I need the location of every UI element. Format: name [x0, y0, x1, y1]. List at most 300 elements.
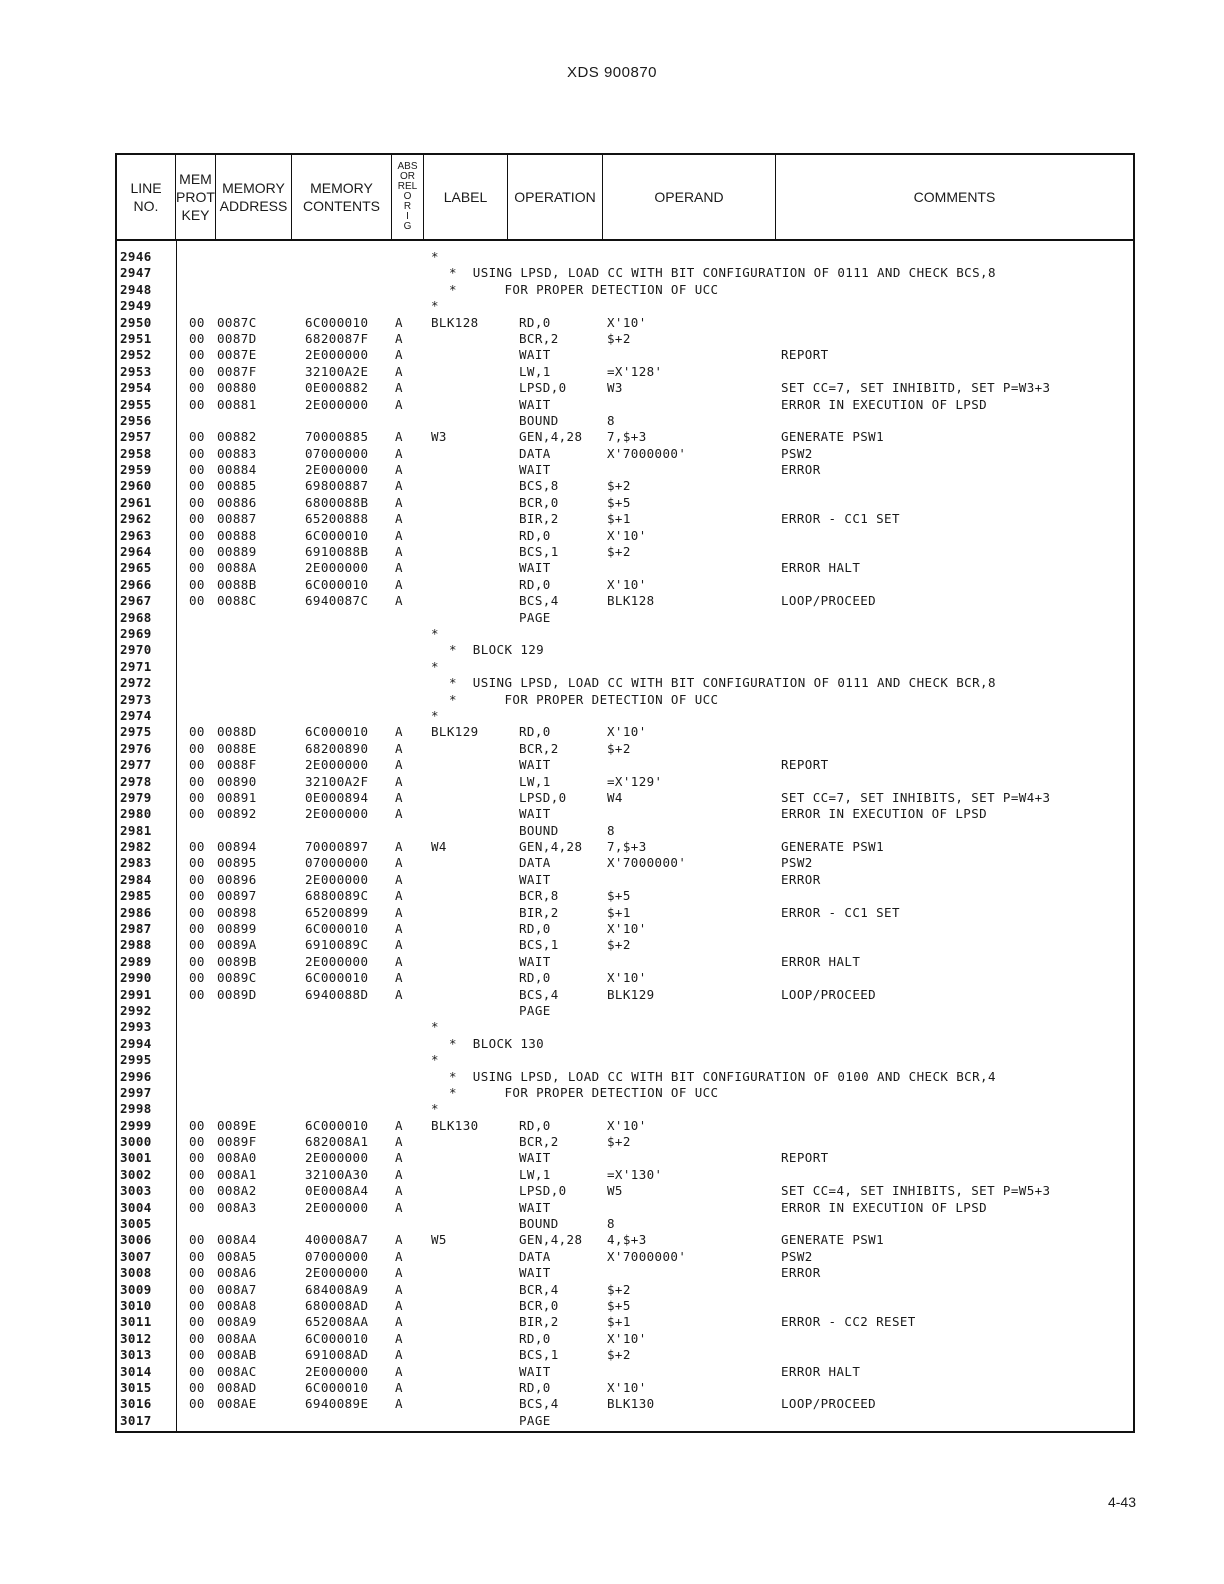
line-number: 3000: [120, 1134, 152, 1150]
operation: BIR,2: [519, 904, 559, 920]
listing-row: [117, 1314, 1133, 1330]
mem-prot-key: 00: [189, 330, 205, 346]
abs-rel-flag: A: [395, 396, 403, 412]
listing-row: [117, 1232, 1133, 1248]
abs-rel-flag: A: [395, 527, 403, 543]
abs-rel-flag: A: [395, 1314, 403, 1330]
mem-prot-key: 00: [189, 937, 205, 953]
memory-address: 008A1: [217, 1166, 257, 1182]
abs-rel-flag: A: [395, 544, 403, 560]
abs-rel-flag: A: [395, 1363, 403, 1379]
memory-contents: 2E000000: [305, 396, 369, 412]
memory-contents: 6C000010: [305, 576, 369, 592]
operation: WAIT: [519, 953, 551, 969]
mem-prot-key: 00: [189, 1134, 205, 1150]
comment-line: * FOR PROPER DETECTION OF UCC: [449, 691, 719, 707]
comment: SET CC=4, SET INHIBITS, SET P=W5+3: [781, 1183, 1051, 1199]
mem-prot-key: 00: [189, 1281, 205, 1297]
mem-prot-key: 00: [189, 986, 205, 1002]
memory-contents: 2E000000: [305, 1265, 369, 1281]
abs-rel-flag: A: [395, 1134, 403, 1150]
listing-row: [117, 987, 1133, 1003]
listing-row: [117, 1200, 1133, 1216]
line-number: 2949: [120, 298, 152, 314]
comment: ERROR HALT: [781, 560, 861, 576]
col-header-abs-rel-orig: ABS OR REL O R I G: [392, 155, 424, 239]
line-number: 2956: [120, 412, 152, 428]
abs-rel-flag: A: [395, 839, 403, 855]
comment-marker: *: [431, 625, 439, 641]
comment: REPORT: [781, 347, 829, 363]
memory-address: 0087E: [217, 347, 257, 363]
col-header-memory-address: MEMORY ADDRESS: [216, 155, 292, 239]
operand: X'10': [607, 921, 647, 937]
listing-row: [117, 315, 1133, 331]
line-number: 2946: [120, 249, 152, 264]
listing-row: [117, 446, 1133, 462]
line-number: 3017: [120, 1412, 152, 1428]
mem-prot-key: 00: [189, 380, 205, 396]
abs-rel-flag: A: [395, 1281, 403, 1297]
listing-row: [117, 1101, 1133, 1117]
comment-line: * USING LPSD, LOAD CC WITH BIT CONFIGURATION OF 0111 AND CHECK BCR,8: [449, 675, 996, 691]
abs-rel-flag: A: [395, 1248, 403, 1264]
operation: BCR,2: [519, 330, 559, 346]
comment: PSW2: [781, 855, 813, 871]
memory-address: 008A5: [217, 1248, 257, 1264]
operation: WAIT: [519, 1150, 551, 1166]
line-number: 2988: [120, 937, 152, 953]
operation: BCS,4: [519, 986, 559, 1002]
listing-row: [117, 577, 1133, 593]
memory-address: 00894: [217, 839, 257, 855]
memory-address: 008AE: [217, 1396, 257, 1412]
mem-prot-key: 00: [189, 1248, 205, 1264]
listing-row: [117, 1347, 1133, 1363]
operation: RD,0: [519, 314, 551, 330]
operation: LPSD,0: [519, 789, 567, 805]
col-header-line-no: LINE NO.: [117, 155, 176, 239]
col-header-mem-prot-key: MEM PROT KEY: [176, 155, 216, 239]
abs-rel-flag: A: [395, 1396, 403, 1412]
operand: $+2: [607, 937, 631, 953]
abs-rel-flag: A: [395, 462, 403, 478]
comment-line: * BLOCK 129: [449, 642, 545, 658]
abs-rel-flag: A: [395, 740, 403, 756]
col-header-operand: OPERAND: [603, 155, 776, 239]
operand: =X'129': [607, 773, 663, 789]
memory-address: 00890: [217, 773, 257, 789]
memory-address: 0089E: [217, 1117, 257, 1133]
mem-prot-key: 00: [189, 1166, 205, 1182]
listing-row: [117, 741, 1133, 757]
operation: DATA: [519, 445, 551, 461]
memory-address: 00884: [217, 462, 257, 478]
memory-contents: 6940088D: [305, 986, 369, 1002]
comment: GENERATE PSW1: [781, 1232, 885, 1248]
abs-rel-flag: A: [395, 986, 403, 1002]
comment: GENERATE PSW1: [781, 429, 885, 445]
memory-address: 008A6: [217, 1265, 257, 1281]
mem-prot-key: 00: [189, 1396, 205, 1412]
abs-rel-flag: A: [395, 1183, 403, 1199]
listing-row: [117, 855, 1133, 871]
memory-address: 00896: [217, 871, 257, 887]
operation: RD,0: [519, 1379, 551, 1395]
mem-prot-key: 00: [189, 1183, 205, 1199]
mem-prot-key: 00: [189, 789, 205, 805]
abs-rel-flag: A: [395, 789, 403, 805]
abs-rel-flag: A: [395, 1298, 403, 1313]
listing-row: [117, 790, 1133, 806]
comment: ERROR IN EXECUTION OF LPSD: [781, 806, 988, 822]
abs-rel-flag: A: [395, 953, 403, 969]
listing-row: [117, 888, 1133, 904]
operation: WAIT: [519, 560, 551, 576]
operand: $+5: [607, 494, 631, 510]
memory-address: 0088F: [217, 757, 257, 773]
memory-address: 00888: [217, 527, 257, 543]
memory-address: 0089B: [217, 953, 257, 969]
memory-address: 00881: [217, 396, 257, 412]
abs-rel-flag: A: [395, 888, 403, 904]
listing-row: [117, 593, 1133, 609]
mem-prot-key: 00: [189, 593, 205, 609]
line-number: 3012: [120, 1330, 152, 1346]
comment-marker: *: [431, 1101, 439, 1117]
memory-address: 00882: [217, 429, 257, 445]
operand: 4,$+3: [607, 1232, 647, 1248]
memory-address: 0089F: [217, 1134, 257, 1150]
listing-rows: [117, 249, 1133, 1429]
comment-marker: *: [431, 298, 439, 314]
mem-prot-key: 00: [189, 724, 205, 740]
memory-contents: 65200888: [305, 511, 369, 527]
memory-contents: 6820087F: [305, 330, 369, 346]
line-number: 2963: [120, 527, 152, 543]
memory-contents: 68200890: [305, 740, 369, 756]
operation: RD,0: [519, 1330, 551, 1346]
listing-row: [117, 1298, 1133, 1314]
memory-address: 008A3: [217, 1199, 257, 1215]
comment: ERROR: [781, 1265, 821, 1281]
mem-prot-key: 00: [189, 953, 205, 969]
mem-prot-key: 00: [189, 511, 205, 527]
memory-address: 00898: [217, 904, 257, 920]
abs-rel-flag: A: [395, 429, 403, 445]
abs-rel-flag: A: [395, 757, 403, 773]
listing-row: [117, 347, 1133, 363]
comment: SET CC=7, SET INHIBITS, SET P=W4+3: [781, 789, 1051, 805]
abs-rel-flag: A: [395, 1199, 403, 1215]
operation: BCR,0: [519, 494, 559, 510]
abs-rel-flag: A: [395, 445, 403, 461]
line-number: 3009: [120, 1281, 152, 1297]
listing-row: [117, 1019, 1133, 1035]
operation: BOUND: [519, 412, 559, 428]
mem-prot-key: 00: [189, 740, 205, 756]
line-number: 2977: [120, 757, 152, 773]
listing-row: [117, 1413, 1133, 1429]
listing-row: [117, 708, 1133, 724]
listing-row: [117, 544, 1133, 560]
label: BLK130: [431, 1117, 479, 1133]
operation: BCR,0: [519, 1298, 559, 1313]
mem-prot-key: 00: [189, 904, 205, 920]
listing-row: [117, 1118, 1133, 1134]
abs-rel-flag: A: [395, 593, 403, 609]
listing-row: [117, 1364, 1133, 1380]
line-number: 3003: [120, 1183, 152, 1199]
operand: $+2: [607, 1134, 631, 1150]
abs-rel-flag: A: [395, 511, 403, 527]
memory-address: 0087C: [217, 314, 257, 330]
comment: ERROR - CC2 RESET: [781, 1314, 916, 1330]
line-number: 2999: [120, 1117, 152, 1133]
operand: 8: [607, 822, 615, 838]
operation: LW,1: [519, 773, 551, 789]
line-number: 2985: [120, 888, 152, 904]
line-number: 2986: [120, 904, 152, 920]
line-number: 3010: [120, 1298, 152, 1313]
col-header-label: LABEL: [424, 155, 508, 239]
operation: WAIT: [519, 347, 551, 363]
operand: BLK129: [607, 986, 655, 1002]
line-number: 2979: [120, 789, 152, 805]
line-number: 3002: [120, 1166, 152, 1182]
operand: X'10': [607, 970, 647, 986]
operation: BCS,1: [519, 544, 559, 560]
mem-prot-key: 00: [189, 363, 205, 379]
operand: X'10': [607, 1117, 647, 1133]
line-number: 2976: [120, 740, 152, 756]
line-number: 2957: [120, 429, 152, 445]
listing-row: [117, 872, 1133, 888]
memory-contents: 6910089C: [305, 937, 369, 953]
col-header-operation: OPERATION: [508, 155, 603, 239]
operand: BLK130: [607, 1396, 655, 1412]
listing-row: [117, 757, 1133, 773]
comment: REPORT: [781, 757, 829, 773]
listing-row: [117, 265, 1133, 281]
operand: X'10': [607, 1330, 647, 1346]
memory-address: 008AA: [217, 1330, 257, 1346]
operand: 8: [607, 1216, 615, 1232]
line-number: 3001: [120, 1150, 152, 1166]
listing-row: [117, 397, 1133, 413]
operation: BCR,4: [519, 1281, 559, 1297]
line-number: 3015: [120, 1379, 152, 1395]
comment-line: * USING LPSD, LOAD CC WITH BIT CONFIGURATION OF 0111 AND CHECK BCS,8: [449, 265, 996, 281]
col-header-comments: COMMENTS: [913, 189, 996, 205]
listing-row: [117, 282, 1133, 298]
memory-address: 008AC: [217, 1363, 257, 1379]
operand: X'7000000': [607, 445, 687, 461]
operand: X'10': [607, 527, 647, 543]
memory-contents: 69800887: [305, 478, 369, 494]
operation: DATA: [519, 855, 551, 871]
memory-address: 008A8: [217, 1298, 257, 1313]
abs-rel-flag: A: [395, 1117, 403, 1133]
mem-prot-key: 00: [189, 527, 205, 543]
operation: GEN,4,28: [519, 839, 583, 855]
line-number: 3008: [120, 1265, 152, 1281]
operation: WAIT: [519, 806, 551, 822]
line-number: 2967: [120, 593, 152, 609]
column-header-row: [117, 155, 1133, 241]
page-number: 4-43: [1107, 1494, 1136, 1510]
abs-rel-flag: A: [395, 363, 403, 379]
line-number: 2984: [120, 871, 152, 887]
operand: 7,$+3: [607, 839, 647, 855]
mem-prot-key: 00: [189, 1117, 205, 1133]
operand: $+5: [607, 1298, 631, 1313]
operation: BCS,4: [519, 1396, 559, 1412]
comment: ERROR - CC1 SET: [781, 904, 900, 920]
operation: PAGE: [519, 1002, 551, 1018]
listing-row: [117, 774, 1133, 790]
mem-prot-key: 00: [189, 576, 205, 592]
line-number: 2970: [120, 642, 152, 658]
mem-prot-key: 00: [189, 773, 205, 789]
line-number: 2975: [120, 724, 152, 740]
listing-row: [117, 823, 1133, 839]
listing-row: [117, 249, 1133, 265]
memory-contents: 2E000000: [305, 462, 369, 478]
memory-address: 008A2: [217, 1183, 257, 1199]
comment: SET CC=7, SET INHIBITD, SET P=W3+3: [781, 380, 1051, 396]
memory-address: 008A9: [217, 1314, 257, 1330]
operation: BOUND: [519, 822, 559, 838]
memory-contents: 680008AD: [305, 1298, 369, 1313]
line-number: 2973: [120, 691, 152, 707]
operand: $+1: [607, 1314, 631, 1330]
operand: $+2: [607, 330, 631, 346]
operand: $+2: [607, 478, 631, 494]
line-number: 3005: [120, 1216, 152, 1232]
mem-prot-key: 00: [189, 871, 205, 887]
abs-rel-flag: A: [395, 904, 403, 920]
line-number: 2966: [120, 576, 152, 592]
mem-prot-key: 00: [189, 478, 205, 494]
label: BLK129: [431, 724, 479, 740]
memory-address: 008A0: [217, 1150, 257, 1166]
operand: X'10': [607, 1379, 647, 1395]
mem-prot-key: 00: [189, 970, 205, 986]
line-number: 2998: [120, 1101, 152, 1117]
memory-contents: 32100A2F: [305, 773, 369, 789]
memory-address: 00886: [217, 494, 257, 510]
listing-row: [117, 839, 1133, 855]
col-header-memory-contents: MEMORY CONTENTS: [292, 155, 392, 239]
memory-address: 0087F: [217, 363, 257, 379]
memory-contents: 6C000010: [305, 1330, 369, 1346]
listing-row: [117, 462, 1133, 478]
memory-contents: 6C000010: [305, 724, 369, 740]
operation: DATA: [519, 1248, 551, 1264]
operand: X'7000000': [607, 855, 687, 871]
listing-row: [117, 1150, 1133, 1166]
operand: X'10': [607, 576, 647, 592]
memory-contents: 6C000010: [305, 970, 369, 986]
line-number: 2962: [120, 511, 152, 527]
abs-rel-flag: A: [395, 330, 403, 346]
comment: PSW2: [781, 445, 813, 461]
line-number: 3013: [120, 1347, 152, 1363]
memory-contents: 32100A30: [305, 1166, 369, 1182]
memory-contents: 70000897: [305, 839, 369, 855]
operand: BLK128: [607, 593, 655, 609]
operand: $+1: [607, 511, 631, 527]
operation: WAIT: [519, 757, 551, 773]
memory-address: 00887: [217, 511, 257, 527]
mem-prot-key: 00: [189, 806, 205, 822]
mem-prot-key: 00: [189, 347, 205, 363]
line-number: 2958: [120, 445, 152, 461]
listing-row: [117, 970, 1133, 986]
operand: W4: [607, 789, 623, 805]
comment: ERROR IN EXECUTION OF LPSD: [781, 1199, 988, 1215]
abs-rel-flag: A: [395, 724, 403, 740]
listing-row: [117, 1036, 1133, 1052]
abs-rel-flag: A: [395, 1330, 403, 1346]
comment: ERROR IN EXECUTION OF LPSD: [781, 396, 988, 412]
comment: LOOP/PROCEED: [781, 1396, 877, 1412]
listing-row: [117, 1052, 1133, 1068]
label: W4: [431, 839, 447, 855]
operation: BCS,4: [519, 593, 559, 609]
comment: ERROR - CC1 SET: [781, 511, 900, 527]
listing-row: [117, 495, 1133, 511]
line-number: 2971: [120, 658, 152, 674]
listing-row: [117, 921, 1133, 937]
listing-row: [117, 675, 1133, 691]
mem-prot-key: 00: [189, 429, 205, 445]
memory-address: 0089A: [217, 937, 257, 953]
operation: BCR,2: [519, 1134, 559, 1150]
listing-row: [117, 1069, 1133, 1085]
operation: LPSD,0: [519, 380, 567, 396]
operation: WAIT: [519, 1265, 551, 1281]
mem-prot-key: 00: [189, 1363, 205, 1379]
operation: WAIT: [519, 1199, 551, 1215]
abs-rel-flag: A: [395, 937, 403, 953]
line-number: 2991: [120, 986, 152, 1002]
operation: WAIT: [519, 1363, 551, 1379]
memory-contents: 2E000000: [305, 1199, 369, 1215]
listing-row: [117, 560, 1133, 576]
abs-rel-flag: A: [395, 773, 403, 789]
memory-address: 00899: [217, 921, 257, 937]
memory-address: 0089C: [217, 970, 257, 986]
mem-prot-key: 00: [189, 1265, 205, 1281]
listing-row: [117, 478, 1133, 494]
mem-prot-key: 00: [189, 494, 205, 510]
mem-prot-key: 00: [189, 560, 205, 576]
comment-marker: *: [431, 658, 439, 674]
operation: PAGE: [519, 609, 551, 625]
memory-contents: 32100A2E: [305, 363, 369, 379]
line-number: 2948: [120, 281, 152, 297]
line-number: 2961: [120, 494, 152, 510]
comment: LOOP/PROCEED: [781, 986, 877, 1002]
label: W3: [431, 429, 447, 445]
line-number: 2997: [120, 1084, 152, 1100]
memory-address: 00897: [217, 888, 257, 904]
operand: $+2: [607, 740, 631, 756]
memory-address: 00892: [217, 806, 257, 822]
memory-contents: 6C000010: [305, 921, 369, 937]
